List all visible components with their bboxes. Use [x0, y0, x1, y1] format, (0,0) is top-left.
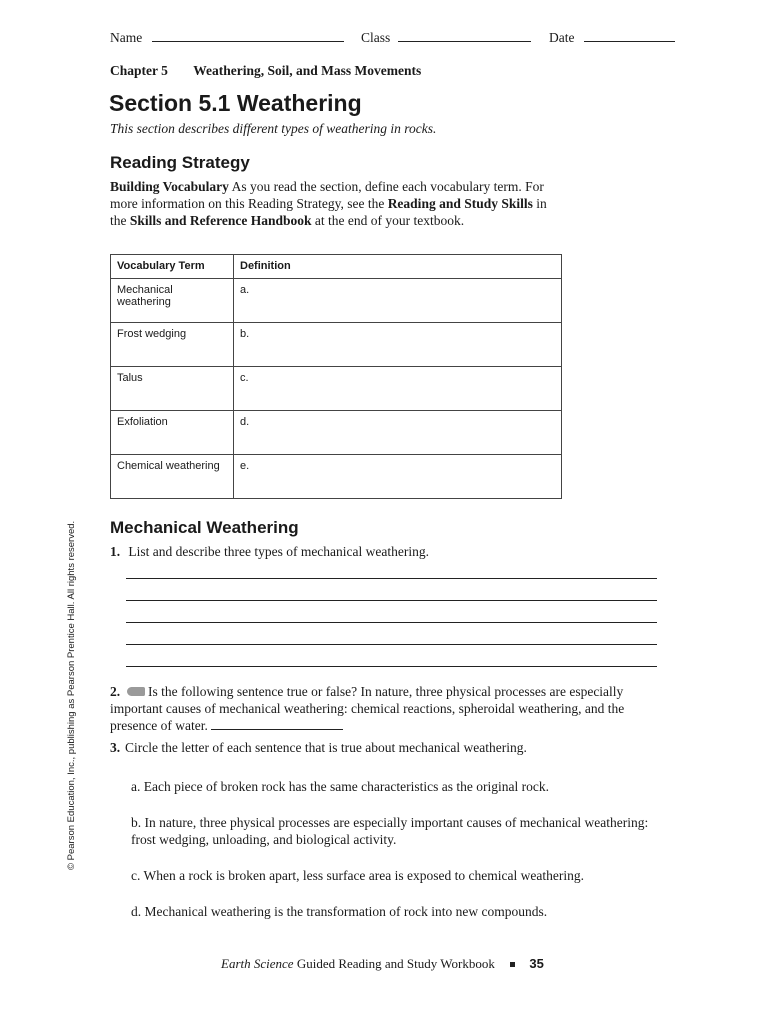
definition-cell[interactable]: c. — [234, 367, 562, 411]
vocab-term: Chemical weathering — [111, 455, 234, 499]
name-label: Name — [110, 30, 143, 45]
vocab-term: Exfoliation — [111, 411, 234, 455]
question-text: Circle the letter of each sentence that is true about mechanical weathering. — [125, 740, 527, 755]
vocab-term: Frost wedging — [111, 323, 234, 367]
table-row — [111, 323, 562, 367]
option-a[interactable] — [131, 778, 656, 795]
book-title: Guided Reading and Study Workbook — [293, 956, 495, 971]
strategy-lead: Building Vocabulary — [110, 179, 229, 194]
pencil-icon — [127, 687, 145, 696]
bullet-icon — [510, 962, 515, 967]
question-2 — [110, 683, 650, 734]
question-number: 1. — [110, 544, 121, 559]
answer-line[interactable] — [126, 666, 657, 667]
table-row — [111, 367, 562, 411]
strategy-bold-2: Skills and Reference Handbook — [129, 213, 312, 228]
reading-strategy-heading: Reading Strategy — [110, 153, 250, 172]
definition-cell[interactable]: a. — [234, 279, 562, 323]
date-label: Date — [549, 30, 575, 45]
option-letter: a. — [131, 779, 141, 794]
table-header-row — [111, 255, 562, 279]
strategy-text-2: in the — [110, 196, 547, 228]
option-c[interactable] — [131, 867, 656, 884]
page-footer — [221, 956, 544, 972]
strategy-text-3: at the end of your textbook. — [311, 213, 465, 228]
page-number: 35 — [529, 956, 544, 971]
class-field[interactable] — [398, 31, 531, 42]
column-header-definition: Definition — [234, 255, 562, 279]
table-row — [111, 411, 562, 455]
vocabulary-table — [110, 254, 562, 499]
question-number: 3. — [110, 740, 121, 755]
chapter-heading — [110, 63, 421, 79]
reading-strategy-text — [110, 178, 565, 229]
option-letter: d. — [131, 904, 142, 919]
book-title-italic: Earth Science — [221, 956, 294, 971]
question-1 — [110, 544, 429, 560]
mechanical-weathering-heading: Mechanical Weathering — [110, 518, 299, 537]
vocab-term: Mechanical weathering — [111, 279, 234, 323]
class-label: Class — [360, 30, 391, 45]
table-row — [111, 455, 562, 499]
copyright-notice: © Pearson Education, Inc., publishing as Pearson Prentice Hall. All rights reserved. — [66, 520, 77, 870]
date-field[interactable] — [584, 31, 675, 42]
question-3 — [110, 739, 650, 756]
option-d[interactable] — [131, 903, 656, 920]
definition-cell[interactable]: d. — [234, 411, 562, 455]
question-text: Is the following sentence true or false? In nature, three physical processes are especially important causes of mechanical weathering: chemical reactions, spheroidal weathering, and the presence of water. — [110, 684, 625, 733]
strategy-text-1: As you read the section, define each vocabulary term. For more information on this Reading Strategy, see the — [110, 179, 544, 211]
chapter-title: Weathering, Soil, and Mass Movements — [193, 63, 422, 78]
answer-line[interactable] — [126, 578, 657, 579]
table-row — [111, 279, 562, 323]
question-text: List and describe three types of mechanical weathering. — [128, 544, 430, 559]
question-number: 2. — [110, 684, 121, 699]
definition-cell[interactable]: b. — [234, 323, 562, 367]
option-letter: b. — [131, 815, 142, 830]
answer-line[interactable] — [126, 600, 657, 601]
option-text: In nature, three physical processes are especially important causes of mechanical weathering: frost wedging, unloading, and biological activity. — [131, 815, 649, 847]
section-description: This section describes different types of weathering in rocks. — [110, 121, 437, 136]
header-fields — [110, 30, 675, 46]
answer-blank[interactable] — [211, 717, 343, 730]
option-text: Mechanical weathering is the transformation of rock into new compounds. — [144, 904, 548, 919]
definition-cell[interactable]: e. — [234, 455, 562, 499]
vocab-term: Talus — [111, 367, 234, 411]
answer-line[interactable] — [126, 622, 657, 623]
option-text: When a rock is broken apart, less surface area is exposed to chemical weathering. — [143, 868, 584, 883]
option-letter: c. — [131, 868, 141, 883]
name-field[interactable] — [152, 31, 344, 42]
answer-line[interactable] — [126, 644, 657, 645]
option-b[interactable] — [131, 814, 656, 848]
chapter-label: Chapter 5 — [110, 63, 168, 78]
section-title: Section 5.1 Weathering — [109, 90, 362, 116]
strategy-bold-1: Reading and Study Skills — [387, 196, 533, 211]
option-text: Each piece of broken rock has the same characteristics as the original rock. — [143, 779, 549, 794]
column-header-term: Vocabulary Term — [111, 255, 234, 279]
